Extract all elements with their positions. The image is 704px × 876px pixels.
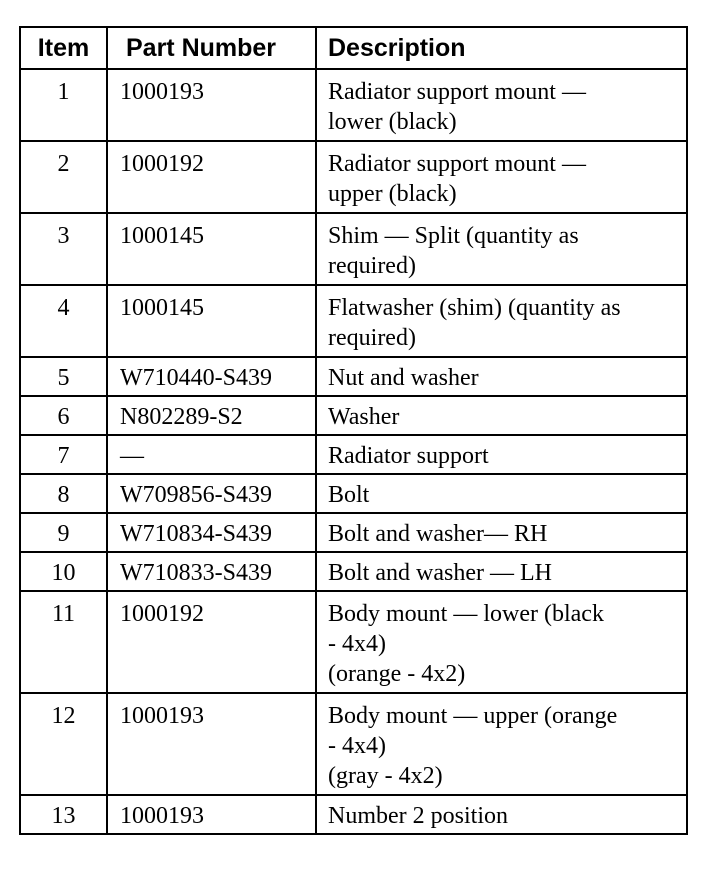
item-number: 10 (20, 552, 107, 591)
part-number: 1000145 (107, 285, 316, 357)
part-number: 1000193 (107, 693, 316, 795)
item-number: 3 (20, 213, 107, 285)
part-number: — (107, 435, 316, 474)
item-number: 7 (20, 435, 107, 474)
description: Radiator support mount — lower (black) (316, 69, 687, 141)
header-row (20, 27, 687, 69)
table-row (20, 795, 687, 834)
item-number: 6 (20, 396, 107, 435)
item-number: 9 (20, 513, 107, 552)
item-number: 2 (20, 141, 107, 213)
table-row (20, 69, 687, 141)
description: Radiator support (316, 435, 687, 474)
description: Flatwasher (shim) (quantity as required) (316, 285, 687, 357)
part-number: W710833-S439 (107, 552, 316, 591)
part-number: W710834-S439 (107, 513, 316, 552)
table-row (20, 396, 687, 435)
table-row (20, 693, 687, 795)
item-number: 5 (20, 357, 107, 396)
table-row (20, 513, 687, 552)
table-row (20, 591, 687, 693)
description: Radiator support mount — upper (black) (316, 141, 687, 213)
part-number: 1000145 (107, 213, 316, 285)
parts-table (19, 26, 688, 835)
description: Shim — Split (quantity as required) (316, 213, 687, 285)
part-number: N802289-S2 (107, 396, 316, 435)
description: Body mount — lower (black - 4x4) (orange - 4x2) (316, 591, 687, 693)
header-item: Item (20, 27, 107, 69)
description: Bolt and washer— RH (316, 513, 687, 552)
table-row (20, 357, 687, 396)
item-number: 11 (20, 591, 107, 693)
part-number: 1000192 (107, 591, 316, 693)
part-number: W709856-S439 (107, 474, 316, 513)
header-part-number: Part Number (107, 27, 316, 69)
table-row (20, 213, 687, 285)
header-description: Description (316, 27, 687, 69)
item-number: 1 (20, 69, 107, 141)
item-number: 12 (20, 693, 107, 795)
part-number: 1000193 (107, 69, 316, 141)
table-row (20, 474, 687, 513)
part-number: W710440-S439 (107, 357, 316, 396)
table-row (20, 552, 687, 591)
part-number: 1000193 (107, 795, 316, 834)
description: Body mount — upper (orange - 4x4) (gray - 4x2) (316, 693, 687, 795)
table-row (20, 435, 687, 474)
item-number: 8 (20, 474, 107, 513)
description: Bolt and washer — LH (316, 552, 687, 591)
item-number: 4 (20, 285, 107, 357)
part-number: 1000192 (107, 141, 316, 213)
description: Washer (316, 396, 687, 435)
description: Bolt (316, 474, 687, 513)
item-number: 13 (20, 795, 107, 834)
table-row (20, 285, 687, 357)
description: Number 2 position (316, 795, 687, 834)
description: Nut and washer (316, 357, 687, 396)
table-row (20, 141, 687, 213)
